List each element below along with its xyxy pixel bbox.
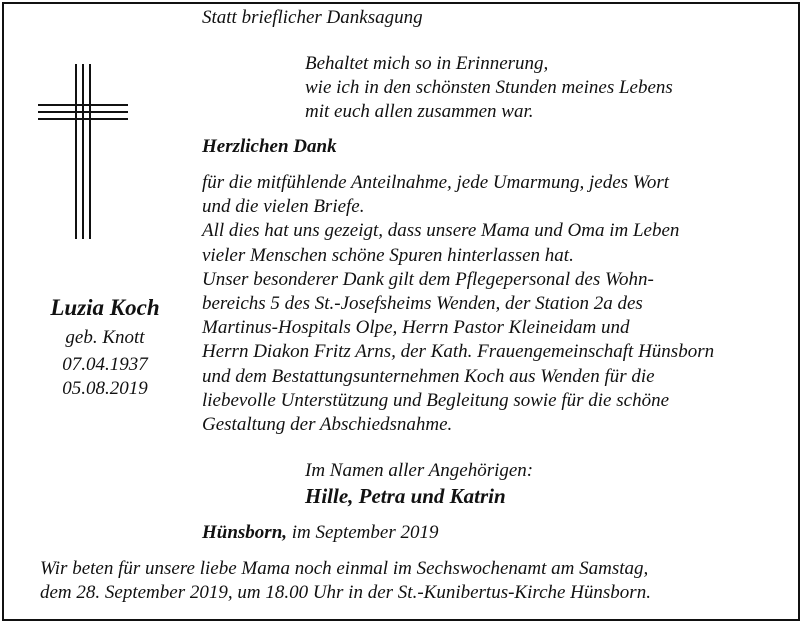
body-line: liebevolle Unterstützung und Begleitung sowie für die schöne <box>202 389 670 411</box>
deceased-name: Luzia Koch <box>50 295 160 320</box>
place-date <box>202 521 438 545</box>
body-line: Unser besonderer Dank gilt dem Pflegepersonal des Wohn- <box>202 268 654 290</box>
footer-line: dem 28. September 2019, um 18.00 Uhr in der St.-Kunibertus-Kirche Hünsborn. <box>40 582 651 603</box>
thanks-body <box>202 171 714 437</box>
signature-intro: Im Namen aller Angehörigen: <box>305 460 534 481</box>
body-line: All dies hat uns gezeigt, dass unsere Mama und Oma im Leben <box>202 220 680 242</box>
body-line: Gestaltung der Abschiedsnahme. <box>202 413 453 435</box>
birth-date: 07.04.1937 <box>62 354 148 375</box>
body-line: Martinus-Hospitals Olpe, Herrn Pastor Kleineidam und <box>202 317 630 339</box>
death-date: 05.08.2019 <box>62 378 148 399</box>
quote-line: wie ich in den schönsten Stunden meines Lebens <box>305 77 673 98</box>
body-line: bereichs 5 des St.-Josefsheims Wenden, der Station 2a des <box>202 292 643 314</box>
quote-line: Behaltet mich so in Erinnerung, <box>305 53 549 74</box>
quote-line: mit euch allen zusammen war. <box>305 101 534 122</box>
thanks-heading: Herzlichen Dank <box>202 136 337 157</box>
body-line: und die vielen Briefe. <box>202 196 365 218</box>
footer-line: Wir beten für unsere liebe Mama noch einmal im Sechswochenamt am Samstag, <box>40 558 649 579</box>
body-line: Herrn Diakon Fritz Arns, der Kath. Frauengemeinschaft Hünsborn <box>202 341 715 363</box>
birth-name: geb. Knott <box>65 327 145 348</box>
signature-names: Hille, Petra und Katrin <box>305 484 506 508</box>
body-line: vieler Menschen schöne Spuren hinterlassen hat. <box>202 244 574 266</box>
body-line: und dem Bestattungsunternehmen Koch aus Wenden für die <box>202 365 655 387</box>
body-line: für die mitfühlende Anteilnahme, jede Umarmung, jedes Wort <box>202 172 670 193</box>
header-text: Statt brieflicher Danksagung <box>202 7 423 28</box>
place: Hünsborn, <box>202 522 288 543</box>
date: im September 2019 <box>287 522 439 543</box>
cross-icon <box>38 64 128 239</box>
